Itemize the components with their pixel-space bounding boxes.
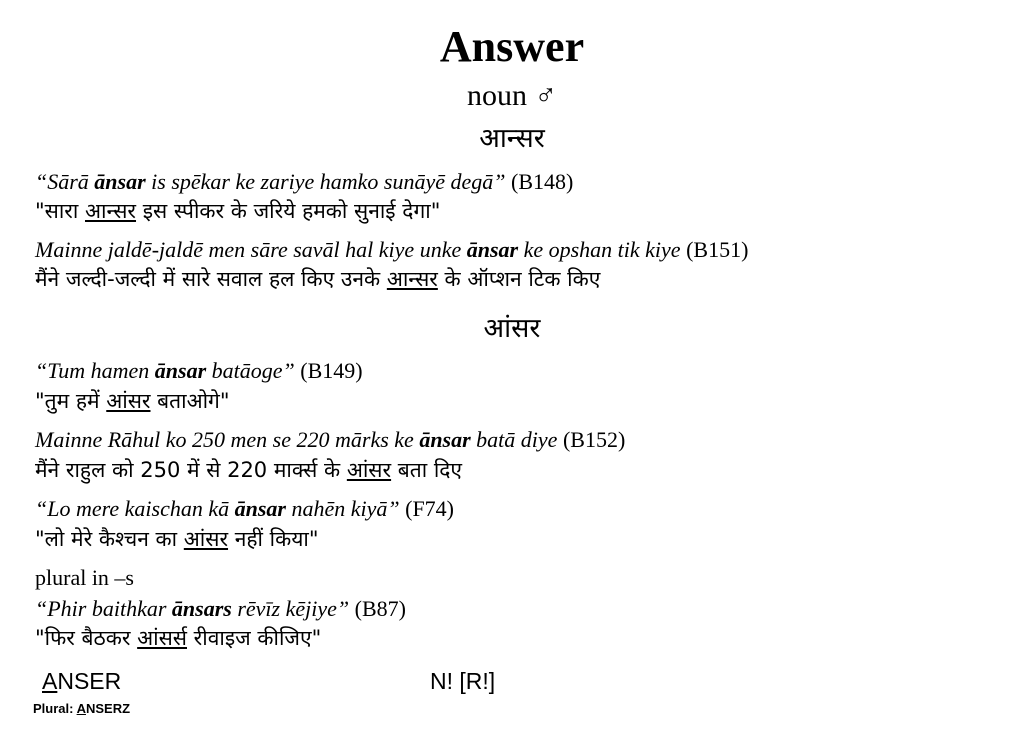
example-devanagari: मैंने जल्दी-जल्दी में सारे सवाल हल किए उनके आन्सर के ऑप्शन टिक किए [35, 267, 601, 291]
form-heading-1: आन्सर [479, 123, 545, 154]
phonetic-code: N! [R!] [430, 668, 496, 694]
source-ref: (B148) [505, 169, 574, 194]
example-romanized: “Lo mere kaischan kā ānsar nahēn kiyā” (F74) [35, 496, 455, 521]
example-romanized: Mainne Rāhul ko 250 men se 220 mārks ke ānsar batā diye (B152) [35, 427, 626, 452]
source-ref: (B151) [680, 237, 749, 262]
source-ref: (F74) [399, 496, 455, 521]
example-romanized: “Tum hamen ānsar batāoge” (B149) [35, 358, 363, 383]
headword: Answer [439, 22, 585, 71]
plural-spelling-code: Plural: ANSERZ [33, 701, 131, 716]
example-romanized: Mainne jaldē-jaldē men sāre savāl hal kiye unke ānsar ke opshan tik kiye (B151) [35, 237, 749, 262]
example-devanagari: "लो मेरे कैश्चन का आंसर नहीं किया" [35, 527, 319, 551]
example-devanagari: मैंने राहुल को 250 में से 220 मार्क्स के आंसर बता दिए [35, 458, 463, 482]
source-ref: (B152) [557, 427, 626, 452]
example-devanagari: "फिर बैठकर आंसर्स रीवाइज कीजिए" [35, 626, 322, 650]
example-devanagari: "तुम हमें आंसर बताओगे" [35, 389, 230, 413]
source-ref: (B87) [349, 596, 406, 621]
part-of-speech: noun ♂ [467, 79, 557, 112]
form-heading-2: आंसर [483, 313, 541, 344]
example-devanagari: "सारा आन्सर इस स्पीकर के जरिये हमको सुनाई देगा" [35, 199, 441, 223]
plural-note: plural in –s [35, 565, 134, 590]
example-romanized: “Phir baithkar ānsars rēvīz kējiye” (B87) [35, 596, 406, 621]
spelling-code: ANSER [42, 668, 122, 694]
source-ref: (B149) [294, 358, 363, 383]
example-romanized: “Sārā ānsar is spēkar ke zariye hamko sunāyē degā” (B148) [35, 169, 574, 194]
